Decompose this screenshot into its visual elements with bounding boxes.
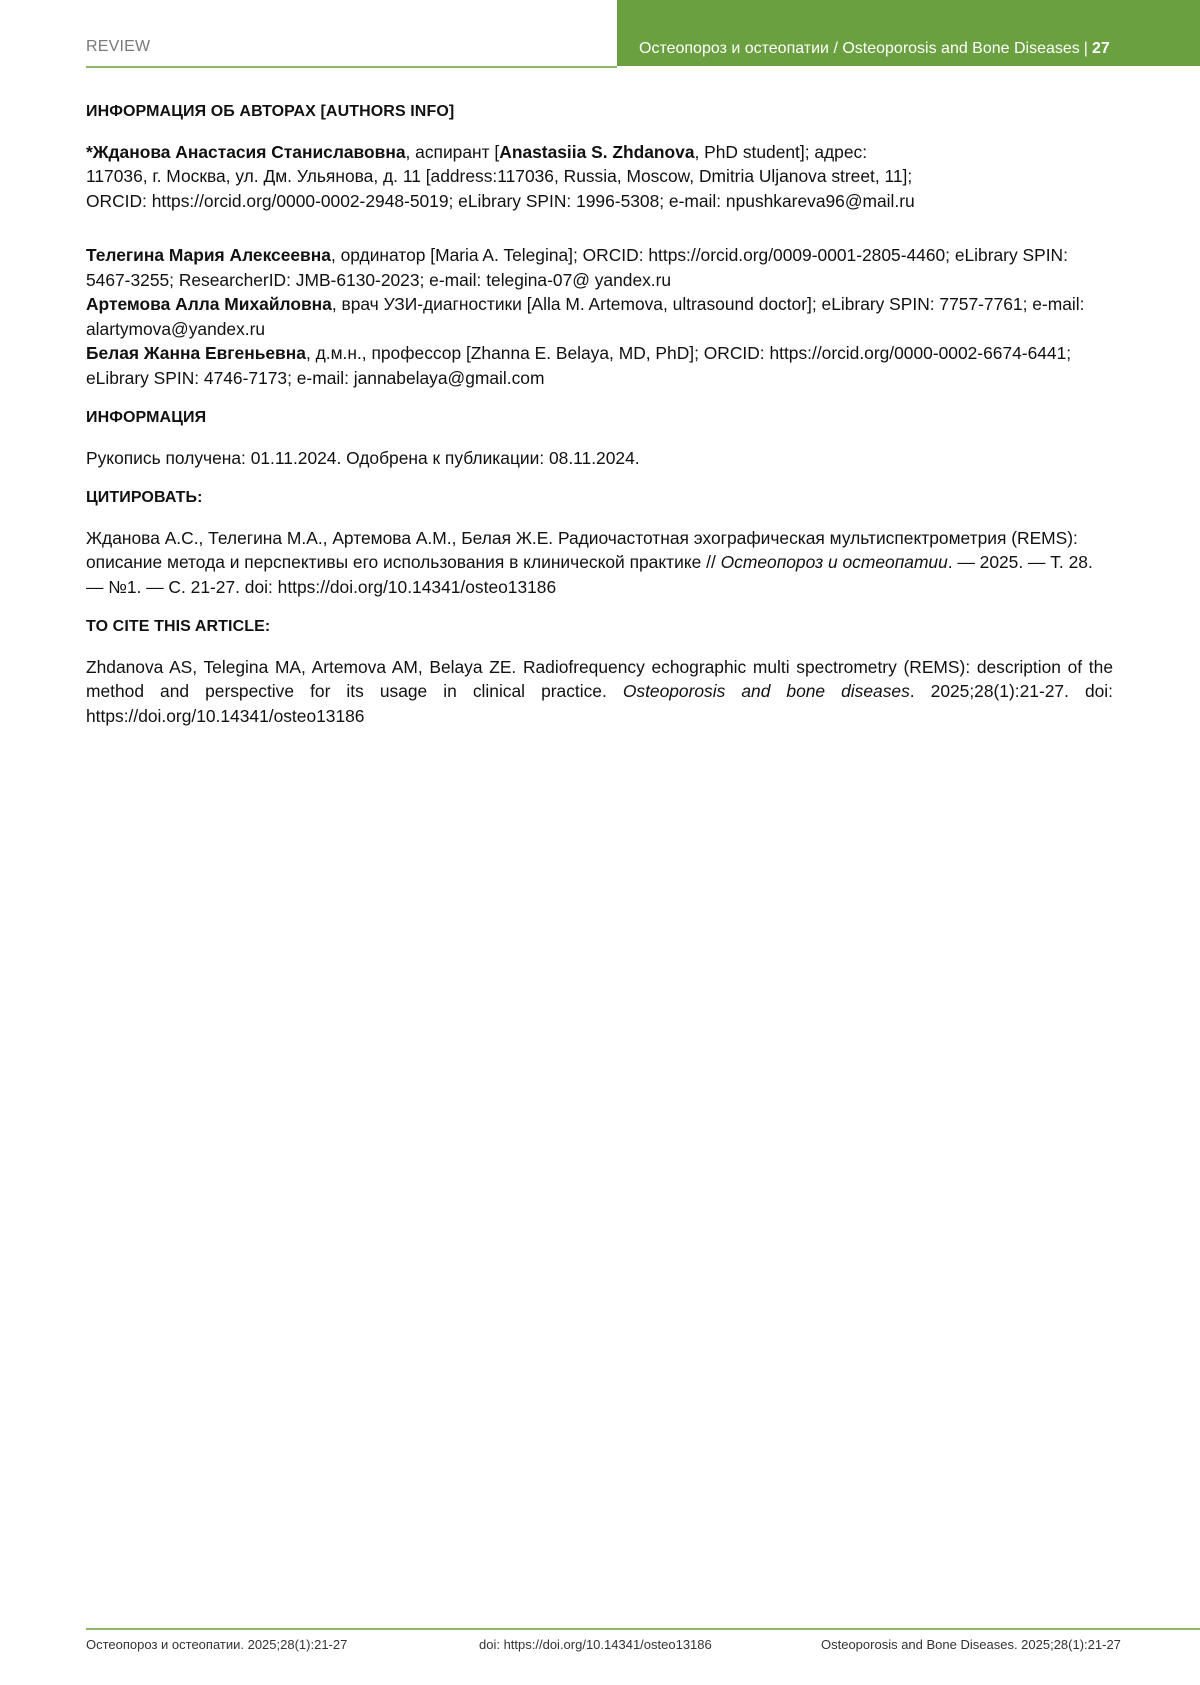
information-text: Рукопись получена: 01.11.2024. Одобрена к публикации: 08.11.2024. (86, 447, 640, 468)
header-separator: | (1083, 40, 1088, 57)
footer-citation-en: Osteoporosis and Bone Diseases. 2025;28(1):21-27 (821, 1637, 1121, 1652)
section-label: REVIEW (86, 38, 151, 55)
author-ids: ORCID: https://orcid.org/0000-0002-2948-5019; eLibrary SPIN: 1996-5308; e-mail: npushkareva96@mail.ru (86, 190, 915, 211)
author-name-ru: Артемова Алла Михайловна (86, 294, 332, 314)
cite-en-title: TO CITE THIS ARTICLE: (86, 618, 271, 635)
information-title: ИНФОРМАЦИЯ (86, 409, 207, 426)
author-entry: Телегина Мария Алексеевна, ординатор [Maria A. Telegina]; ORCID: https://orcid.org/0009-0001-2805-4460; eLibrary SPIN: 5467-3255; ResearcherID: JMB-6130-2023; e-mail: telegina-07@ yandex.ru (86, 245, 1068, 290)
header-rule (86, 66, 617, 68)
authors-info-title: ИНФОРМАЦИЯ ОБ АВТОРАХ [AUTHORS INFO] (86, 103, 455, 120)
cite-en-journal: Osteoporosis and bone diseases (622, 681, 910, 701)
cite-ru-title: ЦИТИРОВАТЬ: (86, 489, 203, 506)
page-number: 27 (1091, 40, 1110, 57)
spacer (86, 213, 1113, 228)
footer-citation-ru: Остеопороз и остеопатии. 2025;28(1):21-27 (86, 1637, 348, 1652)
author-name-ru: Белая Жанна Евгеньевна (86, 343, 306, 363)
author-name-ru: Телегина Мария Алексеевна (86, 245, 331, 265)
cite-ru-text: Жданова А.С., Телегина М.А., Артемова А.М., Белая Ж.Е. Радиочастотная эхографическая мультиспектрометрия (REMS): описание метода и перспективы его использования в клинической практике // Остеопороз и остеопатии. — 2025. — Т. 28. — №1. — С. 21-27. doi: https://doi.org/10.14341/osteo13186 (86, 527, 1093, 597)
journal-title: Остеопороз и остеопатии / Osteoporosis and Bone Diseases (639, 40, 1080, 57)
article-back-matter (86, 100, 1113, 744)
footer-doi: doi: https://doi.org/10.14341/osteo13186 (479, 1637, 712, 1652)
author-name-en: Anastasiia S. Zhdanova (499, 141, 695, 162)
author-entry: Артемова Алла Михайловна, врач УЗИ-диагностики [Alla M. Artemova, ultrasound doctor]; eLibrary SPIN: 7757-7761; e-mail: alartymova@yandex.ru (86, 294, 1085, 339)
author-name-ru: *Жданова Анастасия Станиславовна (86, 141, 406, 162)
footer-rule (86, 1628, 1200, 1630)
author-address: 117036, г. Москва, ул. Дм. Ульянова, д. 11 [address:117036, Russia, Moscow, Dmitria Uljanova street, 11]; (86, 166, 913, 186)
author-entry: Белая Жанна Евгеньевна, д.м.н., профессор [Zhanna E. Belaya, MD, PhD]; ORCID: https://orcid.org/0000-0002-6674-6441; eLibrary SPIN: 4746-7173; e-mail: jannabelaya@gmail.com (86, 343, 1072, 388)
author-entry: *Жданова Анастасия Станиславовна, аспирант [Anastasiia S. Zhdanova, PhD student]; адрес: 117036, г. Москва, ул. Дм. Ульянова, д. 11 [address:117036, Russia, Moscow, Dmitria Uljanova street, 11]; ORCID: https://orcid.org/0000-0002-2948-5019; eLibrary SPIN: 1996-5308; e-mail: npushkareva96@mail.ru (86, 141, 915, 211)
cite-ru-journal: Остеопороз и остеопатии (720, 552, 948, 572)
cite-en-text: Zhdanova AS, Telegina MA, Artemova AM, Belaya ZE. Radiofrequency echographic multi spectrometry (REMS): description of the method and perspective for its usage in clinical practice. Osteoporosis and bone diseases. 2025;28(1):21-27. doi: https://doi.org/10.14341/osteo13186 (86, 656, 1113, 726)
journal-header-band (617, 0, 1200, 66)
spacer (86, 228, 1113, 243)
